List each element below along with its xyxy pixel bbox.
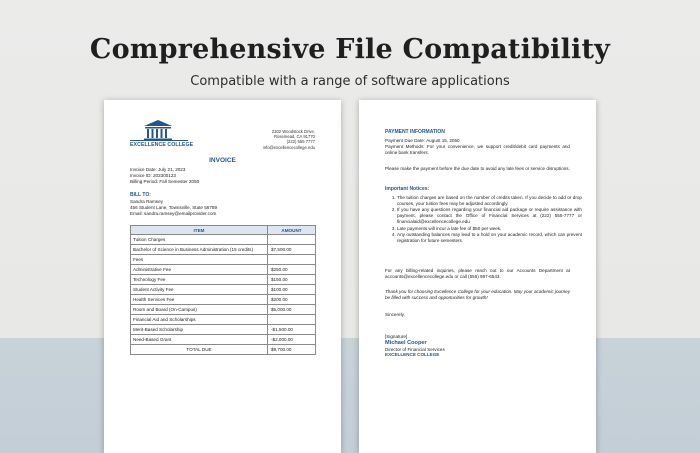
bill-to-details — [130, 199, 217, 217]
list-item: 3. Late payments will incur a late fee of $50 per week. — [397, 226, 582, 232]
table-row — [131, 324, 316, 334]
address-line: info@excellencecollege.edu — [262, 144, 315, 150]
address-line: (222) 555 7777 — [286, 139, 315, 145]
bill-to-address: 456 Student Lane, Townsville, State 56789 — [130, 204, 218, 210]
closing: Sincerely, — [385, 312, 405, 317]
amount-cell: $200.00 — [268, 294, 316, 304]
amount-cell: $100.00 — [268, 285, 316, 295]
payment-section-title: PAYMENT INFORMATION — [385, 129, 445, 135]
payment-methods: Payment Methods: For your convenience, we support credit/debit card payments and online bank transfers. — [385, 143, 570, 155]
total-row — [131, 344, 316, 354]
payment-reminder: Please make the payment before the due date to avoid any late fees or service disruptions. — [385, 166, 570, 171]
item-cell: Health Services Fee — [131, 294, 268, 304]
table-row — [131, 235, 316, 245]
notices-title: Important Notices: — [385, 186, 430, 192]
table-row — [131, 285, 316, 295]
invoice-id: Invoice ID: 202300123 — [130, 172, 176, 178]
item-cell: Financial Aid and Scholarships — [131, 314, 268, 324]
table-header-row — [131, 226, 316, 235]
total-label: TOTAL DUE — [131, 344, 268, 354]
item-cell: Bachelor of Science in Business Administration (15 credits) — [131, 245, 268, 255]
total-amount: $9,700.00 — [268, 344, 316, 354]
address-line: 2302 Woodstock Drive, — [271, 129, 315, 134]
table-row — [131, 245, 316, 255]
bill-to-name: Sandra Ramsey — [130, 199, 163, 204]
amount-cell: -$2,000.00 — [268, 334, 316, 344]
invoice-items-table — [130, 225, 316, 355]
amount-cell: $150.00 — [268, 275, 316, 285]
amount-cell: $5,000.00 — [268, 304, 316, 314]
invoice-page — [104, 100, 341, 453]
signature-block — [385, 334, 570, 358]
address-line: Rosemead, CA 91770 — [274, 134, 315, 140]
logo-text: EXCELLENCE COLLEGE — [130, 142, 194, 148]
table-row — [131, 265, 316, 275]
list-item: 4. Any outstanding balances may lead to a hold on your academic record, which can prevent registration for future semesters. — [397, 232, 582, 244]
payment-info-page — [359, 100, 596, 453]
item-column-header: ITEM — [131, 226, 268, 235]
signer-title: Director of Financial Services — [385, 346, 445, 352]
item-cell: Tuition Charges — [131, 235, 268, 245]
amount-cell: $250.00 — [268, 265, 316, 275]
table-row — [131, 334, 316, 344]
item-cell: Merit-Based Scholarship — [131, 324, 268, 334]
item-cell: Need-Based Grant — [131, 334, 268, 344]
table-row — [131, 304, 316, 314]
promo-headline: Comprehensive File Compatibility — [89, 34, 611, 65]
signature-placeholder: [Signature] — [385, 334, 408, 339]
bill-to-label: BILL TO: — [130, 192, 151, 198]
table-row — [131, 275, 316, 285]
table-row — [131, 294, 316, 304]
invoice-meta — [130, 167, 199, 185]
signer-name: Michael Cooper — [385, 339, 427, 346]
promo-subheadline: Compatible with a range of software applications — [190, 74, 510, 89]
list-item: 1. The tuition charges are based on the number of credits taken. If you decide to add or drop courses, your tuition fees may be adjusted accordingly. — [397, 195, 582, 207]
payment-details — [385, 138, 570, 156]
amount-cell — [268, 255, 316, 265]
billing-period: Billing Period: Fall Semester 2050 — [130, 178, 200, 184]
college-logo — [130, 120, 194, 148]
invoice-title: INVOICE — [209, 157, 236, 164]
invoice-date: Invoice Date: July 21, 2023 — [130, 167, 186, 172]
college-address — [263, 129, 315, 150]
table-row — [131, 314, 316, 324]
amount-column-header: AMOUNT — [268, 226, 316, 235]
item-cell: Fees — [131, 255, 268, 265]
amount-cell — [268, 235, 316, 245]
building-columns-icon — [142, 120, 174, 140]
bill-to-email: Email: sandra.ramsey@emailprovider.com — [130, 210, 217, 216]
payment-due-date: Payment Due Date: August 15, 2050 — [385, 138, 460, 143]
list-item: 2. If you have any questions regarding your financial aid package or require assistance with payment, please contact the Office of Financial Services at (222) 555-7777 or financialaid@excellencecollege.edu — [397, 207, 582, 225]
amount-cell — [268, 314, 316, 324]
item-cell: Administrative Fee — [131, 265, 268, 275]
item-cell: Student Activity Fee — [131, 285, 268, 295]
item-cell: Room and Board (On-Campus) — [131, 304, 268, 314]
item-cell: Technology Fee — [131, 275, 268, 285]
amount-cell: -$1,500.00 — [268, 324, 316, 334]
signer-org: EXCELLENCE COLLEGE — [385, 352, 440, 358]
amount-cell: $7,500.00 — [268, 245, 316, 255]
thank-you-note: Thank you for choosing Excellence College for your education. May your academic journey be filled with success and opportunities for growth! — [385, 289, 570, 300]
notices-list — [385, 195, 582, 244]
billing-inquiries: For any billing-related inquiries, please reach out to our Accounts Department at accounts@excellencecollege.edu or call (555) 987-6543. — [385, 268, 570, 279]
table-row — [131, 255, 316, 265]
